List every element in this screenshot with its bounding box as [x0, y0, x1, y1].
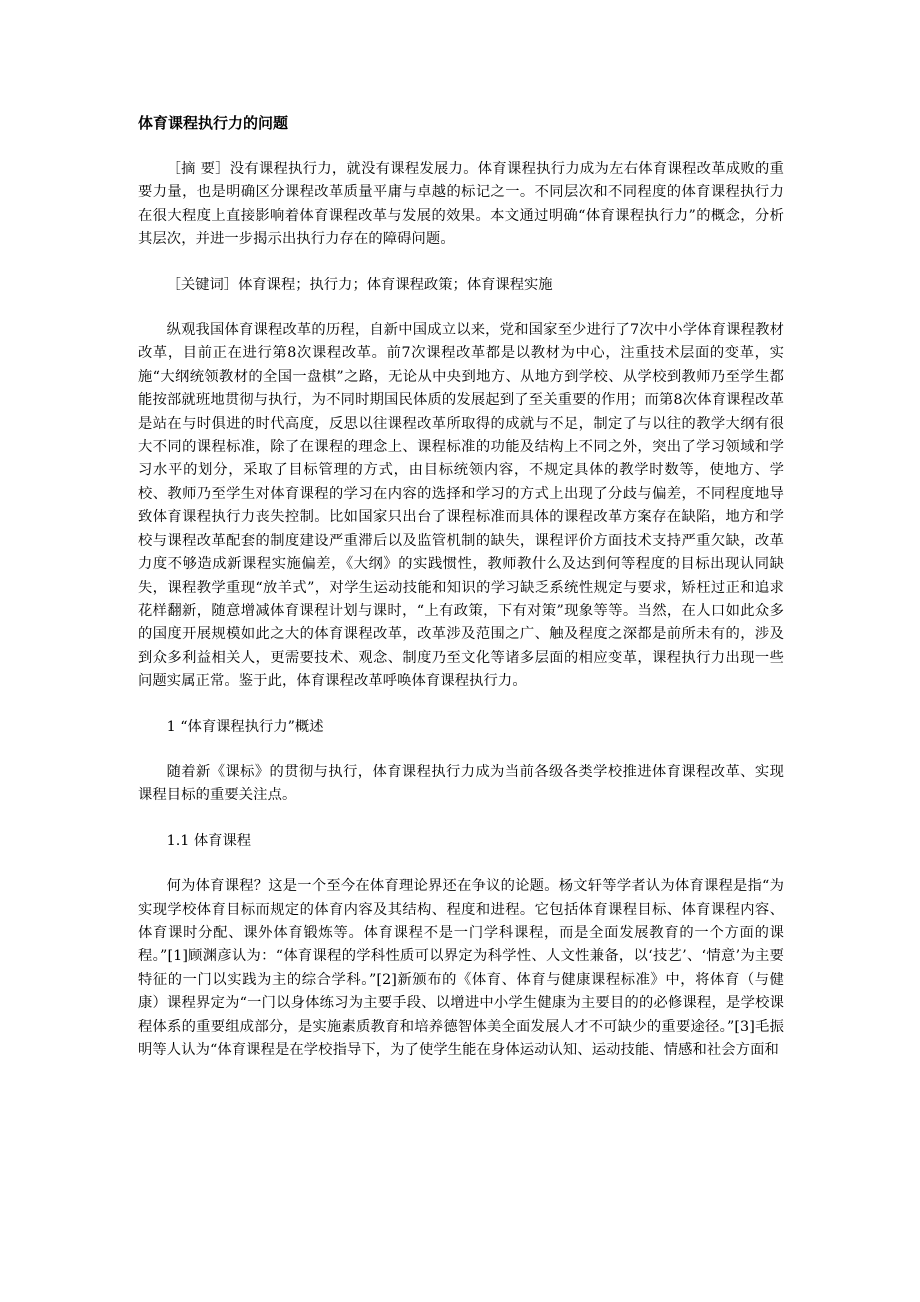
document-title: 体育课程执行力的问题: [138, 114, 289, 132]
intro-paragraph: 纵观我国体育课程改革的历程，自新中国成立以来，党和国家至少进行了7次中小学体育课程教材改革，目前正在进行第8次课程改革。前7次课程改革都是以教材为中心，注重技术层面的变革，实施“大纲统领教材的全国一盘棋”之路，无论从中央到地方、从地方到学校、从学校到教师乃至学生都能按部就班地贯彻与执行，为不同时期国民体质的发展起到了至关重要的作用；而第8次体育课程改革是站在与时俱进的时代高度，反思以往课程改革所取得的成就与不足，制定了与以往的教学大纲有很大不同的课程标准，除了在课程的理念上、课程标准的功能及结构上不同之外，突出了学习领域和学习水平的划分，采取了目标管理的方式，由目标统领内容，不规定具体的教学时数等，使地方、学校、教师乃至学生对体育课程的学习在内容的选择和学习的方式上出现了分歧与偏差，不同程度地导致体育课程执行力丧失控制。比如国家只出台了课程标准而具体的课程改革方案存在缺陷，地方和学校与课程改革配套的制度建设严重滞后以及监管机制的缺失，课程评价方面技术支持严重欠缺，改革力度不够造成新课程实施偏差，《大纲》的实践惯性，教师教什么及达到何等程度的目标出现认同缺失，课程教学重现“放羊式”，对学生运动技能和知识的学习缺乏系统性规定与要求，矫枉过正和追求花样翻新，随意增减体育课程计划与课时，“上有政策，下有对策”现象等等。当然，在人口如此众多的国度开展规模如此之大的体育课程改革，改革涉及范围之广、触及程度之深都是前所未有的，涉及到众多利益相关人，更需要技术、观念、制度乃至文化等诸多层面的相应变革，课程执行力出现一些问题实属正常。鉴于此，体育课程改革呼唤体育课程执行力。: [138, 322, 784, 690]
abstract-paragraph: ［摘 要］没有课程执行力，就没有课程发展力。体育课程执行力成为左右体育课程改革成败的重要力量，也是明确区分课程改革质量平庸与卓越的标记之一。不同层次和不同程度的体育课程执行力在很大程度上直接影响着体育课程改革与发展的效果。本文通过明确“体育课程执行力”的概念，分析其层次，并进一步揭示出执行力存在的障碍问题。: [138, 161, 784, 248]
section-1-heading: 1 “体育课程执行力”概述: [166, 718, 324, 735]
section-1-1-paragraph: 何为体育课程？这是一个至今在体育理论界还在争议的论题。杨文轩等学者认为体育课程是指“为实现学校体育目标而规定的体育内容及其结构、程度和进程。它包括体育课程目标、体育课程内容、体育课时分配、课外体育锻炼等。体育课程不是一门学科课程，而是全面发展教育的一个方面的课程。”[1]顾渊彦认为：“体育课程的学科性质可以界定为科学性、人文性兼备，以‘技艺’、‘情意’为主要特征的一门以实践为主的综合学科。”[2]新颁布的《体育、体育与健康课程标准》中，将体育（与健康）课程界定为“一门以身体练习为主要手段、以增进中小学生健康为主要目的的必修课程，是学校课程体系的重要组成部分，是实施素质教育和培养德智体美全面发展人才不可缺少的重要途径。”[3]毛振明等人认为“体育课程是在学校指导下，为了使学生能在身体运动认知、运动技能、情感和社会方面和: [138, 878, 784, 1058]
keywords-line: ［关键词］体育课程；执行力；体育课程政策；体育课程实施: [166, 276, 553, 293]
document-page: [138, 110, 784, 1084]
section-1-paragraph: 随着新《课标》的贯彻与执行，体育课程执行力成为当前各级各类学校推进体育课程改革、实现课程目标的重要关注点。: [138, 763, 784, 804]
section-1-1-heading: 1.1 体育课程: [166, 832, 252, 849]
